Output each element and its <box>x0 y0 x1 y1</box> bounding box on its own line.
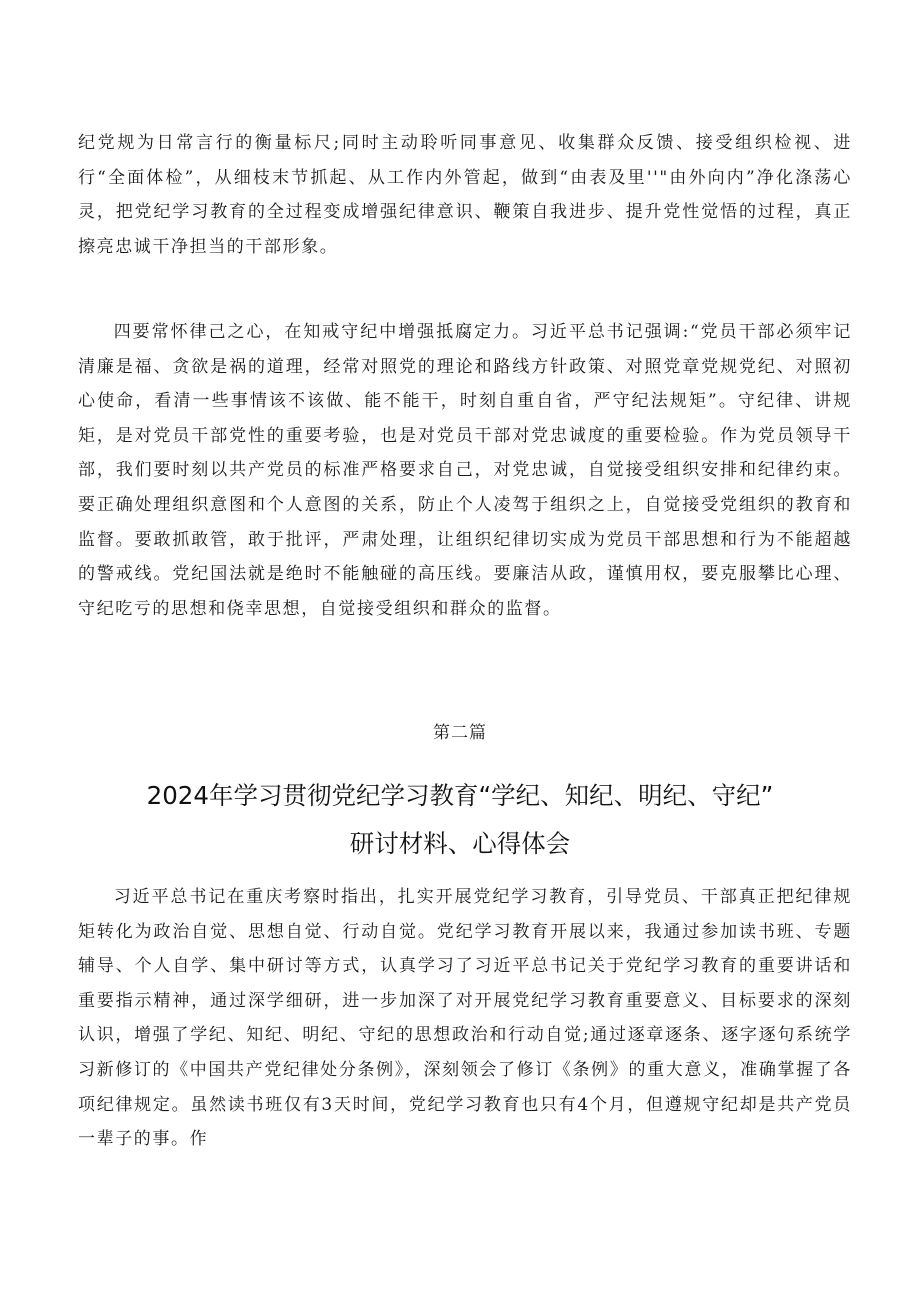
body-paragraph-1: 纪党规为日常言行的衡量标尺;同时主动聆听同事意见、收集群众反馈、接受组织检视、进行“全面体检”，从细枝末节抓起、从工作内外管起，做到“由表及里''"由外向内”净化涤荡心灵，把党纪学习教育的全过程变成增强纪律意识、鞭策自我进步、提升党性觉悟的过程，真正擦亮忠诚干净担当的干部形象。 <box>78 133 852 257</box>
title-line-2: 研讨材料、心得体会 <box>349 829 571 858</box>
document-title <box>60 772 860 868</box>
body-paragraph-2: 四要常怀律己之心，在知戒守纪中增强抵腐定力。习近平总书记强调:“党员干部必须牢记清廉是福、贪欲是祸的道理，经常对照党的理论和路线方针政策、对照党章党规党纪、对照初心使命，看清一些事情该不该做、能不能干，时刻自重自省，严守纪法规矩”。守纪律、讲规矩，是对党员干部党性的重要考验，也是对党员干部对党忠诚度的重要检验。作为党员领导干部，我们要时刻以共产党员的标准严格要求自己，对党忠诚，自觉接受组织安排和纪律约束。要正确处理组织意图和个人意图的关系，防止个人凌驾于组织之上，自觉接受党组织的教育和监督。要敢抓敢管，敢于批评，严肃处理，让组织纪律切实成为党员干部思想和行为不能超越的警戒线。党纪国法就是绝时不能触碰的高压线。要廉洁从政，谨慎用权，要克服攀比心理、守纪吃亏的思想和侥幸思想，自觉接受组织和群众的监督。 <box>78 322 852 619</box>
body-paragraph-3: 习近平总书记在重庆考察时指出，扎实开展党纪学习教育，引导党员、干部真正把纪律规矩转化为政治自觉、思想自觉、行动自觉。党纪学习教育开展以来，我通过参加读书班、专题辅导、个人自学、集中研讨等方式，认真学习了习近平总书记关于党纪学习教育的重要讲话和重要指示精神，通过深学细研，进一步加深了对开展党纪学习教育重要意义、目标要求的深刻认识，增强了学纪、知纪、明纪、守纪的思想政治和行动自觉;通过逐章逐条、逐字逐句系统学习新修订的《中国共产党纪律处分条例》，深刻领会了修订《条例》的重大意义，准确掌握了各项纪律规定。虽然读书班仅有3天时间，党纪学习教育也只有4个月，但遵规守纪却是共产党员一辈子的事。作 <box>78 887 852 1150</box>
section-label: 第二篇 <box>433 723 487 743</box>
title-line-1: 2024年学习贯彻党纪学习教育“学纪、知纪、明纪、守纪” <box>146 781 774 810</box>
